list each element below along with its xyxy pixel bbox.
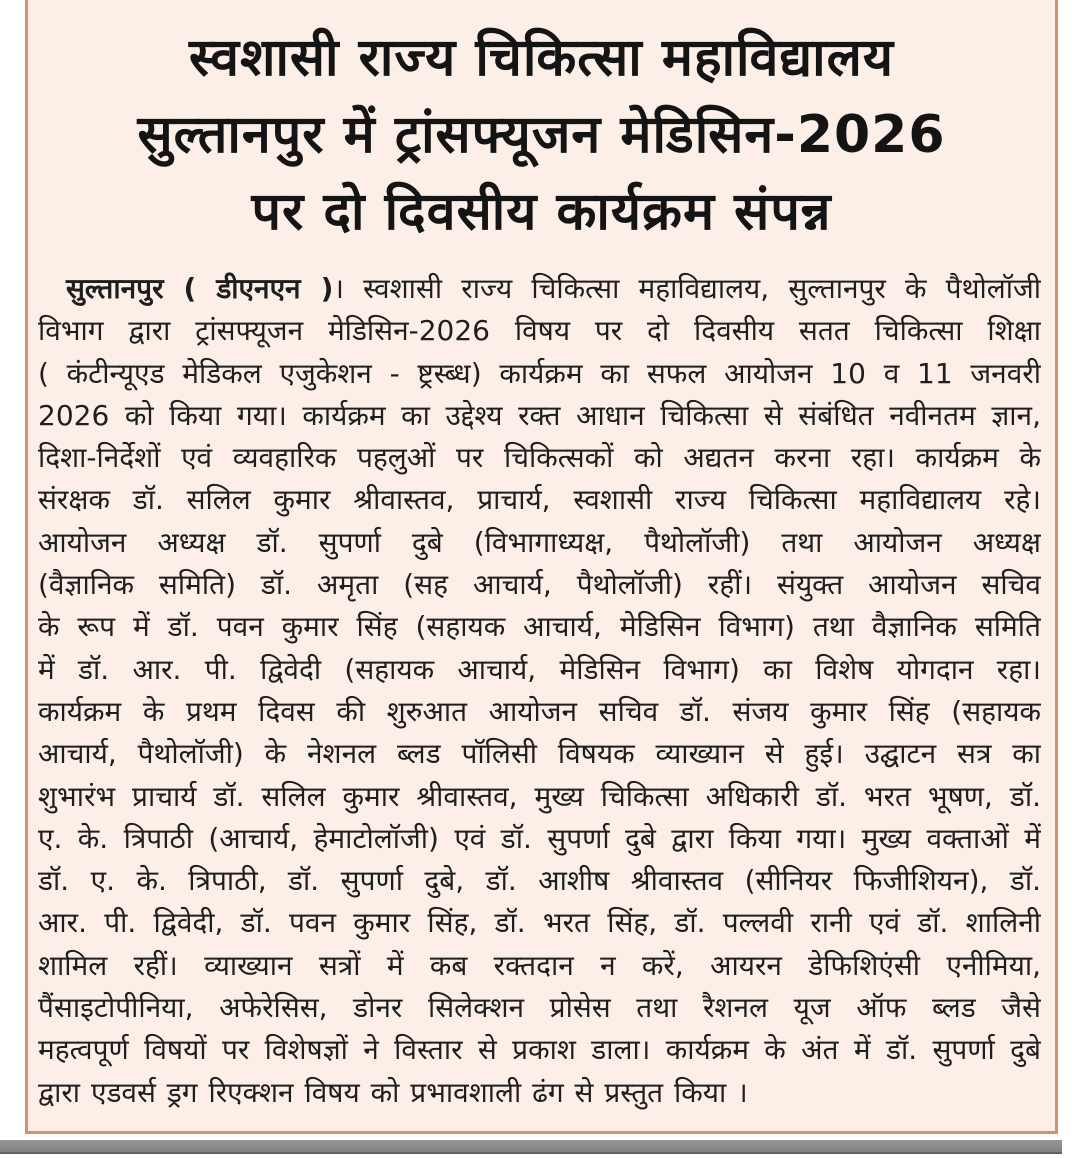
article-line: कार्यक्रम के प्रथम दिवस की शुरुआत आयोजन सचिव डॉ. संजय कुमार सिंह (सहायक [38,694,1041,728]
article-line [38,268,1041,310]
headline-line-2: सुल्तानपुर में ट्रांसफ्यूजन मेडिसिन-2026 [137,105,946,165]
article-line: पैंसाइटोपीनिया, अफेरेसिस, डोनर सिलेक्शन प्रोसेस तथा रैशनल यूज ऑफ ब्लड जैसे [38,991,1041,1025]
article-line: शुभारंभ प्राचार्य डॉ. सलिल कुमार श्रीवास्तव, मुख्य चिकित्सा अधिकारी डॉ. भरत भूषण, डॉ. [38,779,1041,813]
headline-line-3: पर दो दिवसीय कार्यक्रम संपन्न [251,182,832,242]
article-body [38,268,1041,1114]
article-headline [28,0,1055,251]
article-line: 2026 को किया गया। कार्यक्रम का उद्देश्य रक्त आधान चिकित्सा से संबंधित नवीनतम ज्ञान, [38,398,1041,432]
page-divider-bar [0,1140,1062,1154]
article-line: ए. के. त्रिपाठी (आचार्य, हेमाटोलॉजी) एवं डॉ. सुपर्णा दुबे द्वारा किया गया। मुख्य वक्ताओं में [38,821,1041,855]
dateline: सुल्तानपुर ( डीएनएन ) [66,272,334,305]
article-line: के रूप में डॉ. पवन कुमार सिंह (सहायक आचार्य, मेडिसिन विभाग) तथा वैज्ञानिक समिति [38,610,1041,644]
article-line: आचार्य, पैथोलॉजी) के नेशनल ब्लड पॉलिसी विषयक व्याख्यान से हुई। उद्घाटन सत्र का [38,737,1041,771]
headline-line-1: स्वशासी राज्य चिकित्सा महाविद्यालय [188,28,895,88]
article-line: महत्वपूर्ण विषयों पर विशेषज्ञों ने विस्तार से प्रकाश डाला। कार्यक्रम के अंत में डॉ. सुपर्णा दुबे [38,1033,1041,1067]
article-line: विभाग द्वारा ट्रांसफ्यूजन मेडिसिन-2026 विषय पर दो दिवसीय सतत चिकित्सा शिक्षा [38,314,1041,348]
article-line: डॉ. ए. के. त्रिपाठी, डॉ. सुपर्णा दुबे, डॉ. आशीष श्रीवास्तव (सीनियर फिजीशियन), डॉ. [38,864,1041,898]
article-line: में डॉ. आर. पी. द्विवेदी (सहायक आचार्य, मेडिसिन विभाग) का विशेष योगदान रहा। [38,652,1041,686]
article-line: द्वारा एडवर्स ड्रग रिएक्शन विषय को प्रभावशाली ढंग से प्रस्तुत किया । [38,1075,748,1109]
article-line: संरक्षक डॉ. सलिल कुमार श्रीवास्तव, प्राचार्य, स्वशासी राज्य चिकित्सा महाविद्यालय रहे। [38,483,1041,517]
article-line: (वैज्ञानिक समिति) डॉ. अमृता (सह आचार्य, पैथोलॉजी) रहीं। संयुक्त आयोजन सचिव [38,568,1041,602]
article-line: आयोजन अध्यक्ष डॉ. सुपर्णा दुबे (विभागाध्यक्ष, पैथोलॉजी) तथा आयोजन अध्यक्ष [38,525,1041,559]
article-line: ( कंटीन्यूएड मेडिकल एजुकेशन - ष्ट्रस्ब्ध) कार्यक्रम का सफल आयोजन 10 व 11 जनवरी [38,356,1041,390]
article-line: दिशा-निर्देशों एवं व्यवहारिक पहलुओं पर चिकित्सकों को अद्यतन करना रहा। कार्यक्रम के [38,441,1041,475]
article-clipping [25,0,1058,1134]
article-line-text: । स्वशासी राज्य चिकित्सा महाविद्यालय, सुल्तानपुर के पैथोलॉजी [333,272,1041,305]
article-line: शामिल रहीं। व्याख्यान सत्रों में कब रक्तदान न करें, आयरन डेफिशिएंसी एनीमिया, [38,948,1041,982]
article-line: आर. पी. द्विवेदी, डॉ. पवन कुमार सिंह, डॉ. भरत सिंह, डॉ. पल्लवी रानी एवं डॉ. शालिनी [38,906,1041,940]
